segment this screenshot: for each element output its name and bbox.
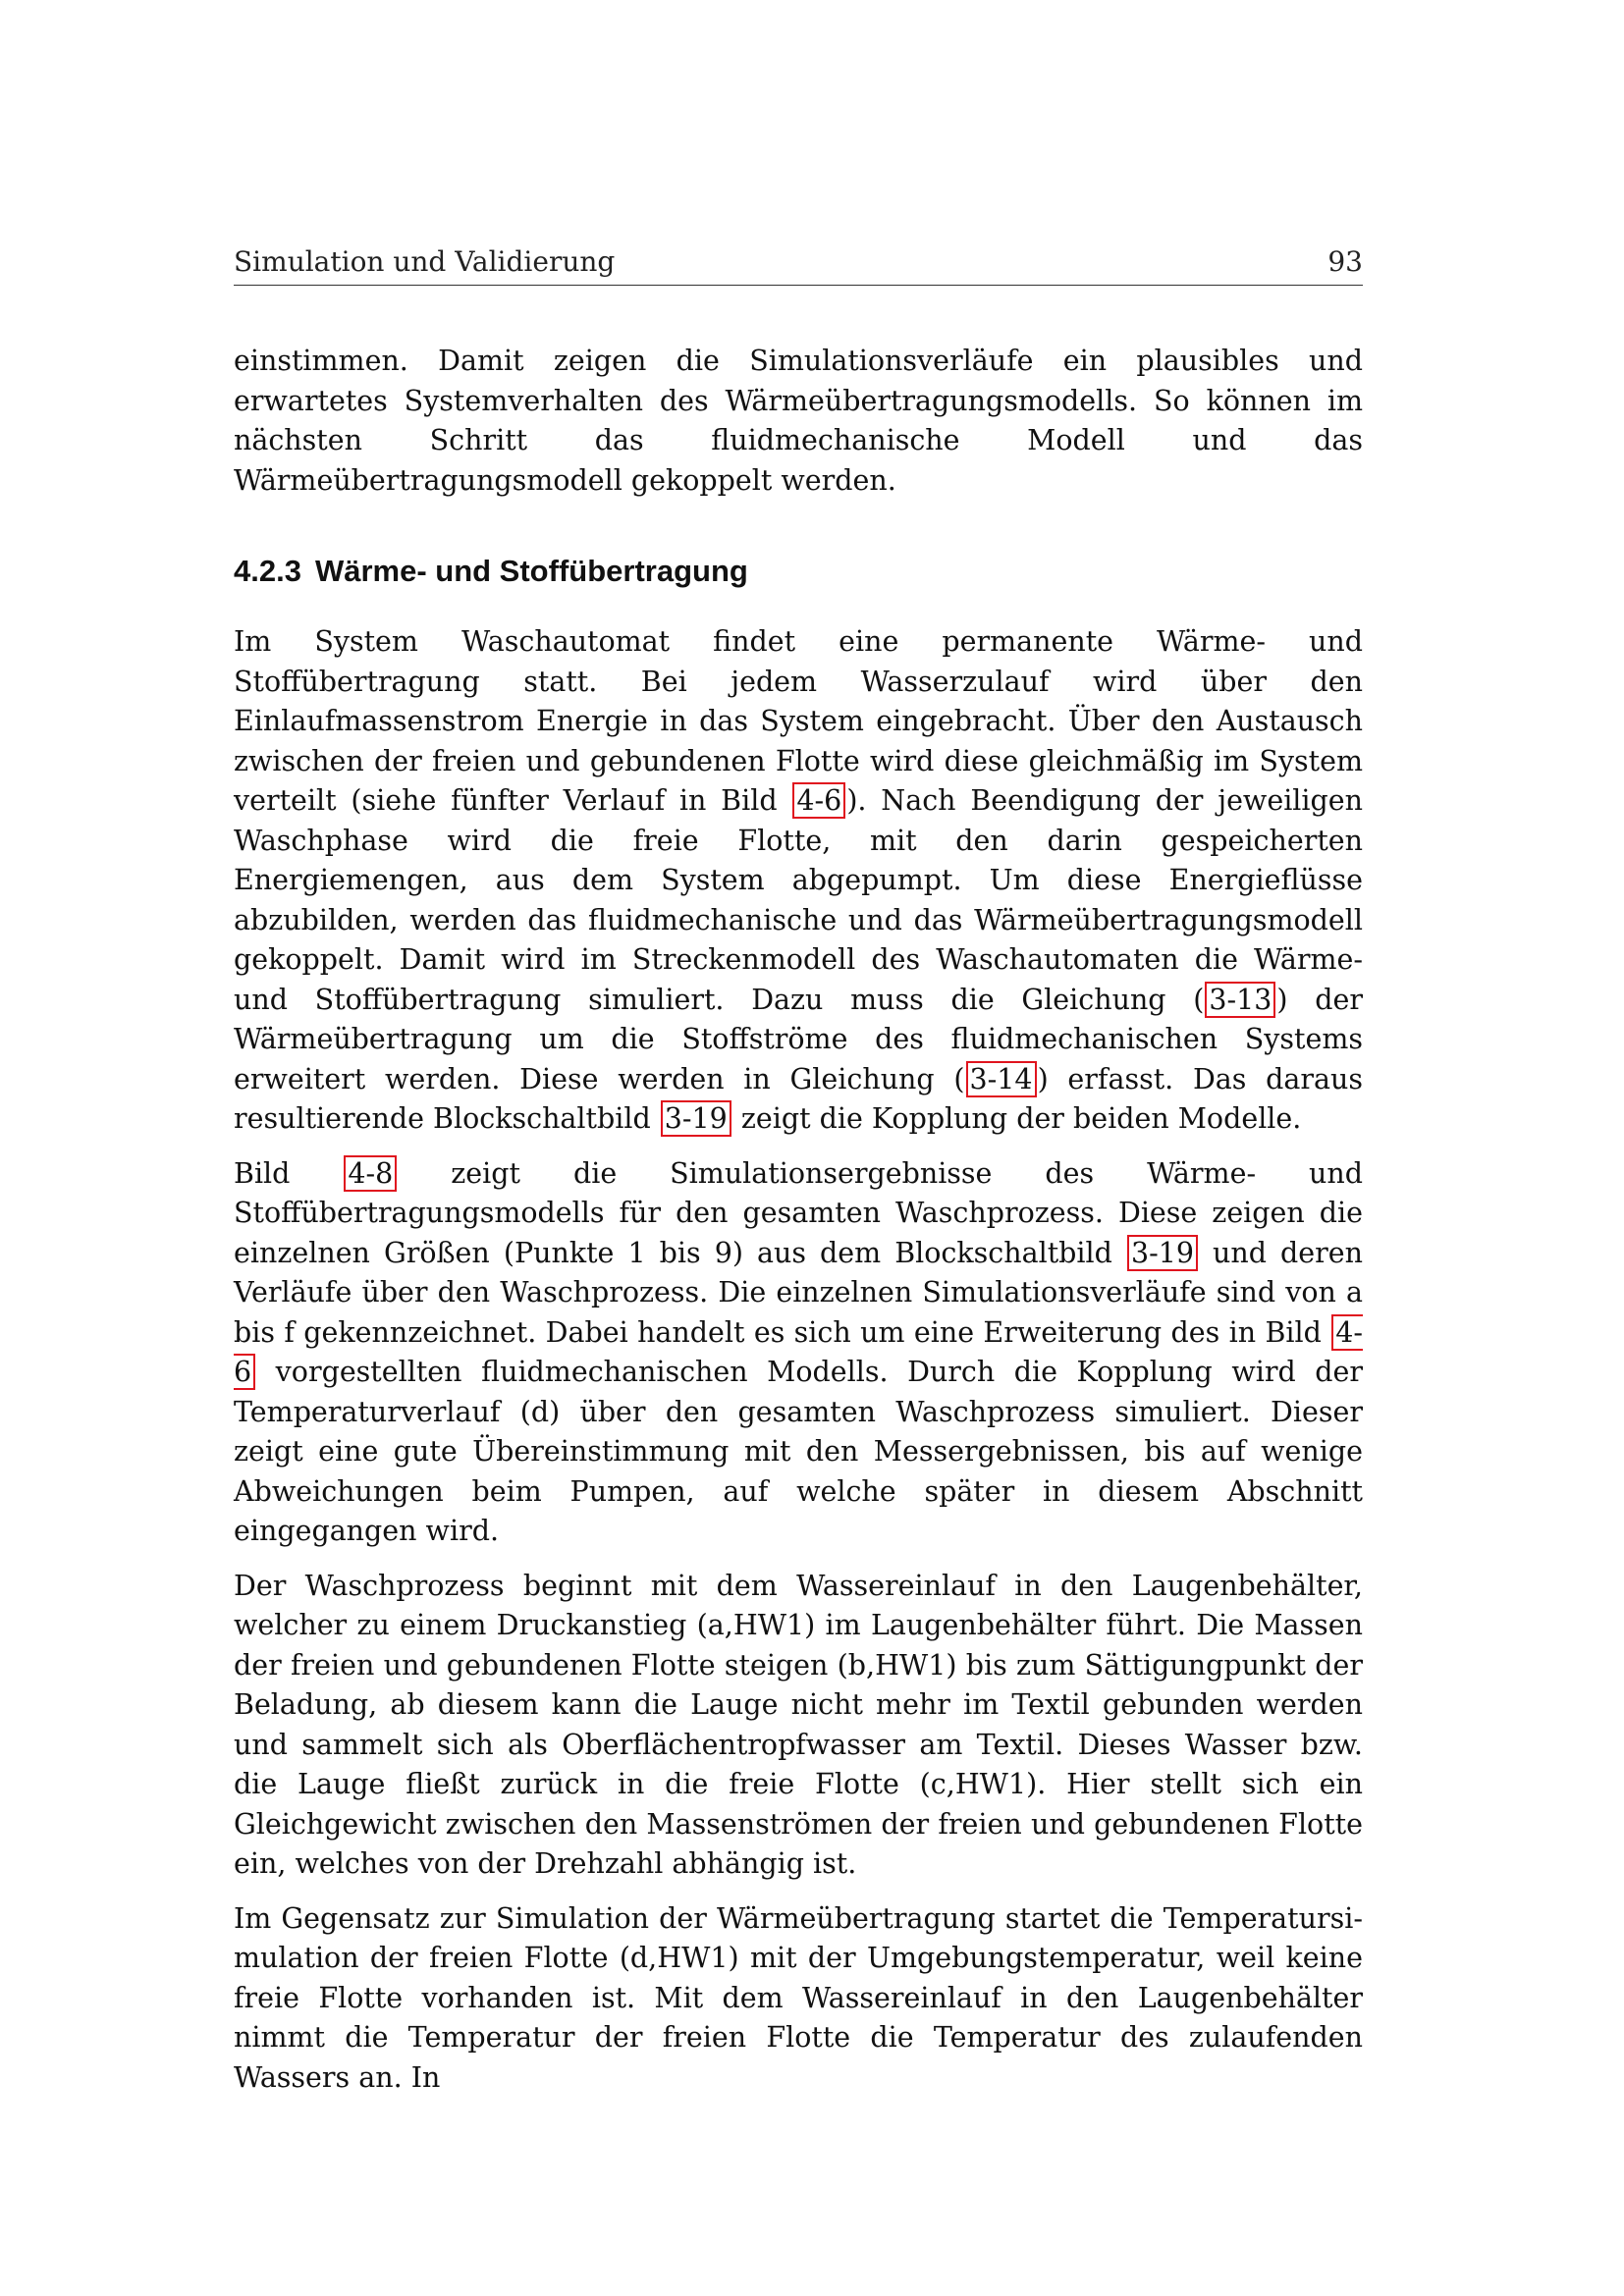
figure-ref-link[interactable]: 4-6: [792, 782, 845, 819]
paragraph-wash-process: Der Waschprozess beginnt mit dem Wassereinlauf in den Laugenbehälter, welcher zu einem Druckanstieg (a,HW1) im Laugenbehälter führt. Die Massen der freien und gebundenen Flotte steigen (b,HW1) bis zum Sättigungpunkt der Beladung, ab diesem kann die Lauge nicht mehr im Textil gebunden werden und sammelt sich als Oberflächentropfwasser am Textil. Dieses Wasser bzw. die Lauge fließt zurück in die freie Flotte (c,HW1). Hier stellt sich ein Gleichgewicht zwischen den Massenströmen der freien und gebundenen Flotte ein, welches von der Drehzahl abhängig ist.: [234, 1569, 1363, 1880]
section-title: Wärme- und Stoffübertragung: [314, 554, 748, 588]
figure-ref-link[interactable]: 4-6: [234, 1315, 1363, 1388]
figure-ref-link[interactable]: 4-8: [344, 1155, 397, 1192]
body-text: [234, 342, 1363, 2112]
paragraph-intro: einstimmen. Damit zeigen die Simulationsverläufe ein plausibles und erwartetes Systemverhalten des Wärmeübertragungsmodells. So können im nächsten Schritt das fluidmechanische Modell und das Wärmeübertragungsmodell gekoppelt werden.: [234, 345, 1363, 497]
section-number: 4.2.3: [234, 554, 301, 588]
equation-ref-link[interactable]: 3-14: [966, 1061, 1037, 1097]
text-run: ) der Wärmeübertragung um die Stoffströme des fluidmechanischen Systems erweitert werden. Diese werden in Gleichung (: [234, 983, 1363, 1095]
text-run: ). Nach Beendigung der jeweiligen Waschphase wird die freie Flotte, mit den darin gespeicherten Energiemengen, aus dem System abgepumpt. Um diese Energieflüsse abzubilden, werden das fluidmechanische und das Wärmeübertragungsmodell gekoppelt. Damit wird im Streckenmodell des Waschautomaten die Wärme- und Stoffübertragung simuliert. Dazu muss die Gleichung (: [234, 784, 1364, 1016]
text-run: Im System Waschautomat findet eine permanente Wärme- und Stoffübertragung statt. Bei jedem Wasserzulauf wird über den Einlaufmassenstrom Energie in das System eingebracht. Über den Austausch zwischen der freien und gebundenen Flotte wird diese gleichmäßig im System verteilt (siehe fünfter Verlauf in Bild: [234, 625, 1363, 817]
text-run: vorgestellten fluidmechanischen Modells. Durch die Kopplung wird der Temperaturverlauf (d) über den gesamten Waschprozess simuliert. Dieser zeigt eine gute Übereinstimmung mit den Messergebnissen, bis auf wenige Abweichungen beim Pumpen, auf welche später in diesem Abschnitt eingegangen wird.: [234, 1356, 1363, 1547]
text-run: zeigt die Kopplung der beiden Modelle.: [731, 1102, 1302, 1135]
page-number: 93: [1327, 245, 1363, 278]
text-run: Bild: [234, 1156, 344, 1190]
running-header: [234, 245, 1363, 286]
section-heading: [234, 552, 1363, 591]
figure-ref-link[interactable]: 3-19: [1127, 1235, 1198, 1271]
header-title: Simulation und Validierung: [234, 245, 616, 278]
paragraph-simulation-results: [234, 1154, 1363, 1552]
equation-ref-link[interactable]: 3-13: [1205, 982, 1275, 1018]
paragraph-heat-mass-transfer: [234, 622, 1363, 1140]
paragraph-temperature: Im Gegensatz zur Simulation der Wärmeübertragung startet die Temperatursimulation der freien Flotte (d,HW1) mit der Umgebungstemperatur, weil keine freie Flotte vorhanden ist. Mit dem Wassereinlauf in den Laugenbehälter nimmt die Temperatur der freien Flotte die Temperatur des zulaufenden Wassers an. In: [234, 1901, 1363, 2094]
figure-ref-link[interactable]: 3-19: [661, 1100, 731, 1137]
text-run: ) erfasst. Das daraus resultierende Blockschaltbild: [234, 1062, 1363, 1135]
text-run: und deren Verläufe über den Waschprozess. Die einzelnen Simulationsverläufe sind von a bis f gekennzeichnet. Dabei handelt es sich um eine Erweiterung des in Bild: [234, 1236, 1364, 1349]
text-run: zeigt die Simulationsergebnisse des Wärme- und Stoffübertragungsmodells für den gesamten Waschprozess. Diese zeigen die einzelnen Größen (Punkte 1 bis 9) aus dem Blockschaltbild: [234, 1156, 1363, 1269]
